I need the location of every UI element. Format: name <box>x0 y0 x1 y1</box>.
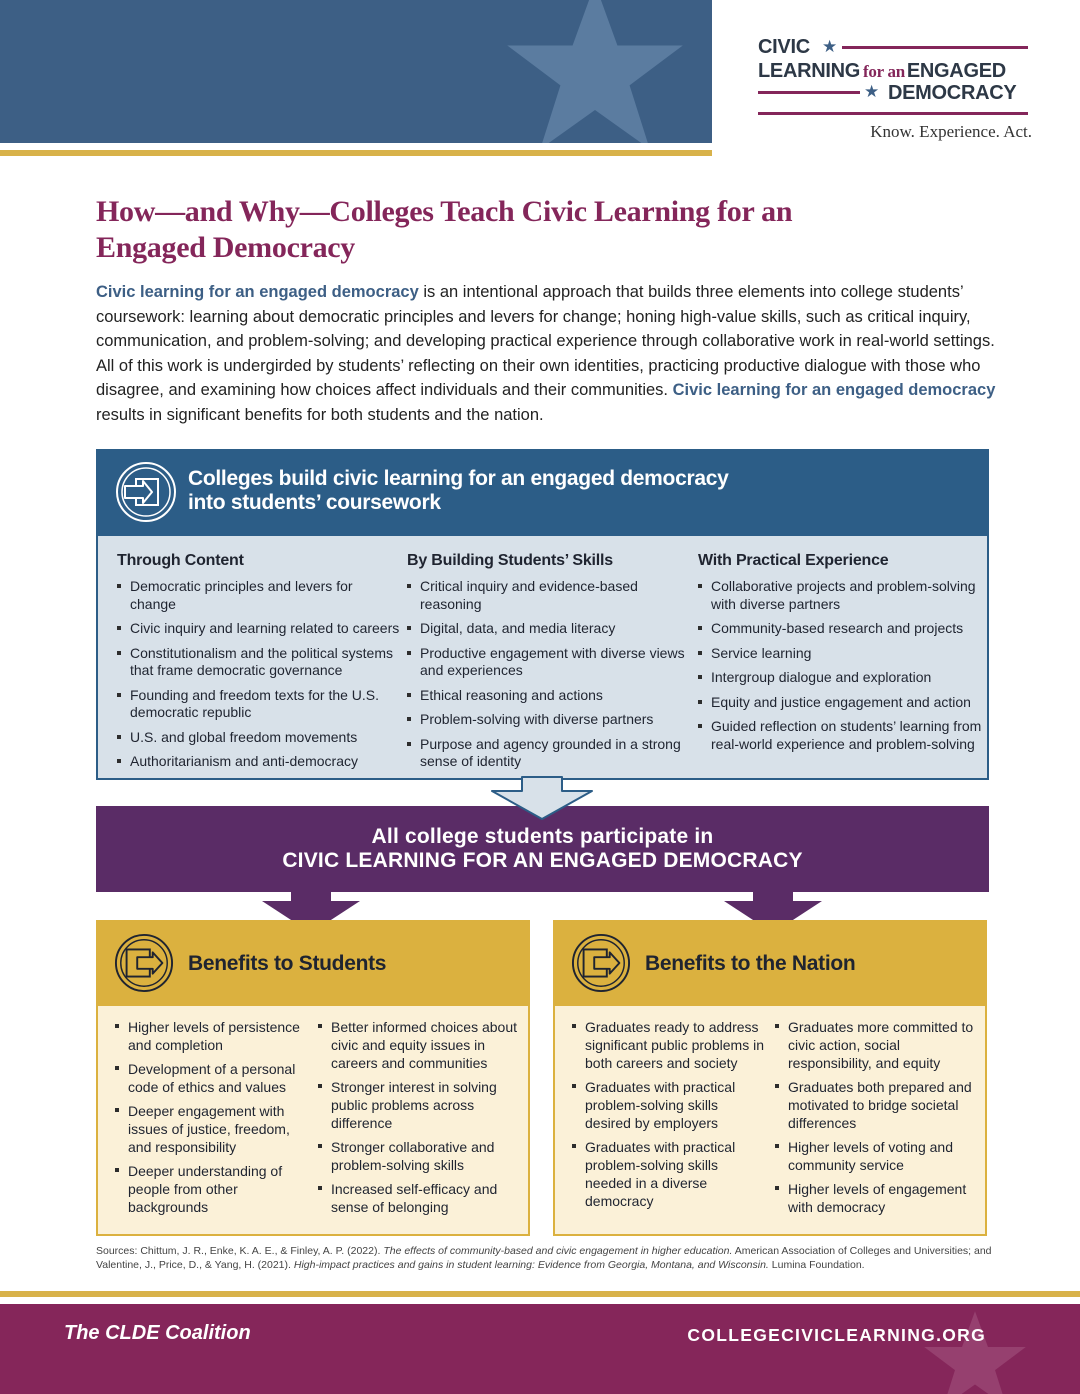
list-item: Digital, data, and media literacy <box>407 620 697 638</box>
coalition-name: The CLDE Coalition <box>64 1322 251 1344</box>
list-item: Purpose and agency grounded in a strong sense of identity <box>407 736 697 771</box>
benefits-nation-title: Benefits to the Nation <box>645 952 856 975</box>
list-item: Service learning <box>698 645 983 663</box>
header-band <box>0 0 712 143</box>
benefits-nation-header <box>553 920 987 1006</box>
list-item: Intergroup dialogue and exploration <box>698 669 983 687</box>
build-section-title: Colleges build civic learning for an engaged democracy into students’ coursework <box>188 467 729 514</box>
list-item: Critical inquiry and evidence-based reasoning <box>407 578 697 613</box>
page-title: How—and Why—Colleges Teach Civic Learning for an Engaged Democracy <box>96 195 793 264</box>
website-link[interactable]: COLLEGECIVICLEARNING.ORG <box>687 1325 986 1345</box>
list-item: Graduates with practical problem-solving skills desired by employers <box>572 1078 767 1132</box>
list-item: Higher levels of voting and community service <box>775 1138 975 1174</box>
participate-banner: All college students participate in CIVIC LEARNING FOR AN ENGAGED DEMOCRACY <box>96 806 989 892</box>
list-item: Problem-solving with diverse partners <box>407 711 697 729</box>
list-item: Better informed choices about civic and equity issues in careers and communities <box>318 1018 518 1072</box>
benefits-students-header <box>96 920 530 1006</box>
list-item: Guided reflection on students’ learning from real-world experience and problem-solving <box>698 718 983 753</box>
intro-paragraph: Civic learning for an engaged democracy is an intentional approach that builds three elements into college students’ coursework: learning about democratic principles and levers for change; honing high-value skills, such as critical inquiry, communication, and problem-solving; and developing practical experience through collaborative work in real-world settings. All of this work is undergirded by students’ reflecting on their own identities, practicing productive dialogue with those who disagree, and examining how choices affect individuals and their communities. Civic learning for an engaged democracy results in significant benefits for both students and the nation. <box>96 283 996 424</box>
list-item: Deeper engagement with issues of justice, freedom, and responsibility <box>115 1102 310 1156</box>
benefits-students-title: Benefits to Students <box>188 952 387 975</box>
footer <box>0 1304 1080 1394</box>
list-item: Stronger collaborative and problem-solving skills <box>318 1138 518 1174</box>
column-content: Through Content Democratic principles and levers for change Civic inquiry and learning related to careers Constitutionalism and the political systems that frame democratic governance Founding and freedom texts for the U.S. democratic republic U.S. and global freedom movements Authoritarianism and anti-democracy <box>117 552 402 778</box>
build-section-header <box>96 449 989 536</box>
down-arrow-icon <box>488 775 596 821</box>
star-icon <box>500 0 690 143</box>
benefits-students-body <box>96 1006 530 1236</box>
list-item: Graduates both prepared and motivated to bridge societal differences <box>775 1078 975 1132</box>
header-gold-rule <box>0 150 712 156</box>
logo-star-icon: ★ <box>864 82 880 101</box>
list-item: Graduates ready to address significant public problems in both careers and society <box>572 1018 767 1072</box>
benefits-students-col1 <box>115 1018 310 1222</box>
exit-box-icon <box>114 933 174 993</box>
list-item: U.S. and global freedom movements <box>117 729 402 747</box>
star-icon <box>920 1308 1030 1394</box>
list-item: Graduates more committed to civic action, social responsibility, and equity <box>775 1018 975 1072</box>
build-section-body <box>96 536 989 780</box>
footer-gold-rule <box>0 1291 1080 1297</box>
benefits-nation-body <box>553 1006 987 1236</box>
clde-logo: CIVIC ★ LEARNING for an ENGAGED ★ DEMOCRACY <box>758 34 1030 120</box>
list-item: Collaborative projects and problem-solving with diverse partners <box>698 578 983 613</box>
list-item: Civic inquiry and learning related to careers <box>117 620 402 638</box>
logo-rule <box>758 112 1028 115</box>
list-item: Ethical reasoning and actions <box>407 687 697 705</box>
list-item: Constitutionalism and the political systems that frame democratic governance <box>117 645 402 680</box>
benefits-nation-col2 <box>775 1018 975 1222</box>
column-experience: With Practical Experience Collaborative projects and problem-solving with diverse partners Community-based research and projects Service learning Intergroup dialogue and exploration Equity and justice engagement and action Guided reflection on students’ learning from real-world experience and problem-solving <box>698 552 982 752</box>
benefits-nation-col1 <box>572 1018 767 1216</box>
list-item: Increased self-efficacy and sense of belonging <box>318 1180 518 1216</box>
list-item: Authoritarianism and anti-democracy <box>117 753 402 771</box>
list-item: Graduates with practical problem-solving skills needed in a diverse democracy <box>572 1138 767 1210</box>
enter-box-icon <box>115 461 177 523</box>
column-skills: By Building Students’ Skills Critical inquiry and evidence-based reasoning Digital, data, and media literacy Productive engagement with diverse views and experiences Ethical reasoning and actions Problem-solving with diverse partners Purpose and agency grounded in a strong sense of identity <box>407 552 697 778</box>
list-item: Democratic principles and levers for change <box>117 578 402 613</box>
tagline: Know. Experience. Act. <box>870 122 1032 141</box>
list-item: Productive engagement with diverse views and experiences <box>407 645 697 680</box>
list-item: Higher levels of engagement with democracy <box>775 1180 975 1216</box>
list-item: Founding and freedom texts for the U.S. democratic republic <box>117 687 402 722</box>
benefits-students-col2 <box>318 1018 518 1222</box>
logo-rule <box>758 91 860 94</box>
logo-star-icon: ★ <box>822 37 838 56</box>
list-item: Development of a personal code of ethics and values <box>115 1060 310 1096</box>
logo-rule <box>842 46 1028 49</box>
list-item: Community-based research and projects <box>698 620 983 638</box>
list-item: Stronger interest in solving public problems across difference <box>318 1078 518 1132</box>
sources-citation: Sources: Chittum, J. R., Enke, K. A. E., & Finley, A. P. (2022). The effects of community-based and civic engagement in higher education. American Association of Colleges and Universities; and Valentine, J., Price, D., & Yang, H. (2021). High-impact practices and gains in student learning: Evidence from Georgia, Montana, and Wisconsin. Lumina Foundation. <box>96 1245 992 1271</box>
list-item: Higher levels of persistence and completion <box>115 1018 310 1054</box>
list-item: Equity and justice engagement and action <box>698 694 983 712</box>
logo-line2: LEARNING for an ENGAGED <box>758 60 1006 82</box>
exit-box-icon <box>571 933 631 993</box>
list-item: Deeper understanding of people from other backgrounds <box>115 1162 310 1216</box>
